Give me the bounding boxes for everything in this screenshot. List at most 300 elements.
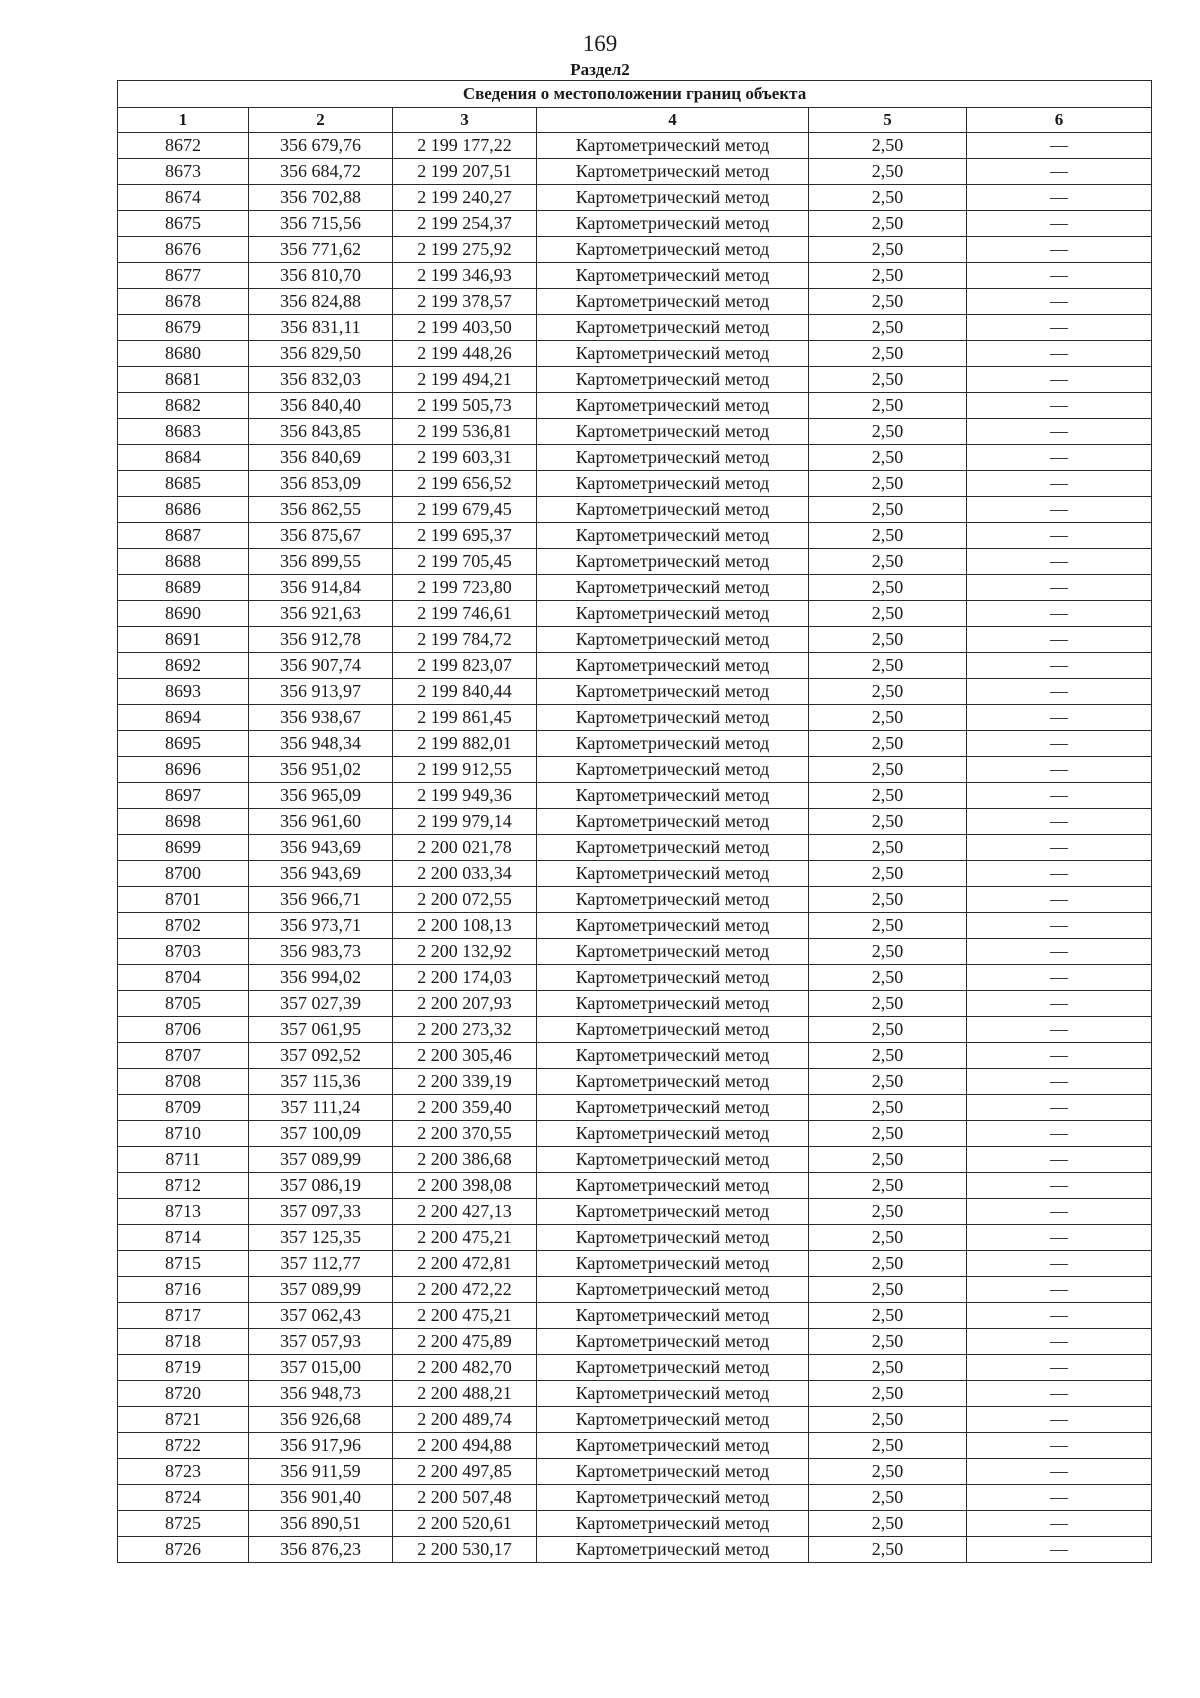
table-row bbox=[118, 419, 1152, 445]
method-cell: Картометрический метод bbox=[537, 1095, 809, 1121]
point-number-cell: 8692 bbox=[118, 653, 249, 679]
coordinate-x-cell: 356 771,62 bbox=[249, 237, 393, 263]
point-number-cell: 8725 bbox=[118, 1511, 249, 1537]
point-number-cell: 8675 bbox=[118, 211, 249, 237]
table-row bbox=[118, 1459, 1152, 1485]
coordinate-y-cell: 2 200 359,40 bbox=[393, 1095, 537, 1121]
coordinate-x-cell: 356 899,55 bbox=[249, 549, 393, 575]
coordinate-y-cell: 2 199 403,50 bbox=[393, 315, 537, 341]
point-number-cell: 8681 bbox=[118, 367, 249, 393]
table-row bbox=[118, 1277, 1152, 1303]
accuracy-cell: 2,50 bbox=[809, 887, 967, 913]
method-cell: Картометрический метод bbox=[537, 679, 809, 705]
coordinate-x-cell: 357 027,39 bbox=[249, 991, 393, 1017]
accuracy-cell: 2,50 bbox=[809, 549, 967, 575]
accuracy-cell: 2,50 bbox=[809, 1121, 967, 1147]
description-cell: — bbox=[967, 731, 1152, 757]
coordinate-y-cell: 2 199 603,31 bbox=[393, 445, 537, 471]
coordinate-x-cell: 356 921,63 bbox=[249, 601, 393, 627]
coordinate-y-cell: 2 199 207,51 bbox=[393, 159, 537, 185]
table-row bbox=[118, 575, 1152, 601]
table-row bbox=[118, 523, 1152, 549]
table-row bbox=[118, 133, 1152, 159]
description-cell: — bbox=[967, 1173, 1152, 1199]
coordinate-x-cell: 357 097,33 bbox=[249, 1199, 393, 1225]
point-number-cell: 8698 bbox=[118, 809, 249, 835]
point-number-cell: 8689 bbox=[118, 575, 249, 601]
description-cell: — bbox=[967, 1511, 1152, 1537]
accuracy-cell: 2,50 bbox=[809, 1381, 967, 1407]
column-header-row bbox=[118, 108, 1152, 133]
coordinate-x-cell: 357 062,43 bbox=[249, 1303, 393, 1329]
accuracy-cell: 2,50 bbox=[809, 1355, 967, 1381]
coordinate-y-cell: 2 199 254,37 bbox=[393, 211, 537, 237]
coordinate-y-cell: 2 200 108,13 bbox=[393, 913, 537, 939]
table-row bbox=[118, 1147, 1152, 1173]
table-row bbox=[118, 1017, 1152, 1043]
accuracy-cell: 2,50 bbox=[809, 1043, 967, 1069]
accuracy-cell: 2,50 bbox=[809, 679, 967, 705]
coordinate-y-cell: 2 200 132,92 bbox=[393, 939, 537, 965]
coordinate-y-cell: 2 200 475,21 bbox=[393, 1225, 537, 1251]
method-cell: Картометрический метод bbox=[537, 185, 809, 211]
method-cell: Картометрический метод bbox=[537, 1199, 809, 1225]
accuracy-cell: 2,50 bbox=[809, 1069, 967, 1095]
method-cell: Картометрический метод bbox=[537, 393, 809, 419]
point-number-cell: 8674 bbox=[118, 185, 249, 211]
table-row bbox=[118, 263, 1152, 289]
coordinate-x-cell: 356 926,68 bbox=[249, 1407, 393, 1433]
point-number-cell: 8694 bbox=[118, 705, 249, 731]
coordinate-y-cell: 2 200 398,08 bbox=[393, 1173, 537, 1199]
column-header: 1 bbox=[118, 108, 249, 133]
coordinate-x-cell: 357 100,09 bbox=[249, 1121, 393, 1147]
description-cell: — bbox=[967, 1225, 1152, 1251]
coordinate-y-cell: 2 200 507,48 bbox=[393, 1485, 537, 1511]
point-number-cell: 8712 bbox=[118, 1173, 249, 1199]
method-cell: Картометрический метод bbox=[537, 445, 809, 471]
table-row bbox=[118, 1043, 1152, 1069]
accuracy-cell: 2,50 bbox=[809, 159, 967, 185]
coordinate-x-cell: 356 948,34 bbox=[249, 731, 393, 757]
method-cell: Картометрический метод bbox=[537, 913, 809, 939]
method-cell: Картометрический метод bbox=[537, 367, 809, 393]
point-number-cell: 8693 bbox=[118, 679, 249, 705]
coordinate-x-cell: 356 840,40 bbox=[249, 393, 393, 419]
table-row bbox=[118, 289, 1152, 315]
description-cell: — bbox=[967, 393, 1152, 419]
point-number-cell: 8721 bbox=[118, 1407, 249, 1433]
description-cell: — bbox=[967, 1537, 1152, 1563]
coordinate-y-cell: 2 199 505,73 bbox=[393, 393, 537, 419]
method-cell: Картометрический метод bbox=[537, 549, 809, 575]
description-cell: — bbox=[967, 1459, 1152, 1485]
point-number-cell: 8716 bbox=[118, 1277, 249, 1303]
description-cell: — bbox=[967, 861, 1152, 887]
accuracy-cell: 2,50 bbox=[809, 705, 967, 731]
description-cell: — bbox=[967, 1199, 1152, 1225]
table-row bbox=[118, 185, 1152, 211]
point-number-cell: 8691 bbox=[118, 627, 249, 653]
accuracy-cell: 2,50 bbox=[809, 497, 967, 523]
point-number-cell: 8683 bbox=[118, 419, 249, 445]
description-cell: — bbox=[967, 263, 1152, 289]
point-number-cell: 8726 bbox=[118, 1537, 249, 1563]
coordinate-x-cell: 356 901,40 bbox=[249, 1485, 393, 1511]
point-number-cell: 8718 bbox=[118, 1329, 249, 1355]
coordinate-x-cell: 356 914,84 bbox=[249, 575, 393, 601]
description-cell: — bbox=[967, 211, 1152, 237]
point-number-cell: 8715 bbox=[118, 1251, 249, 1277]
point-number-cell: 8699 bbox=[118, 835, 249, 861]
method-cell: Картометрический метод bbox=[537, 991, 809, 1017]
table-row bbox=[118, 965, 1152, 991]
accuracy-cell: 2,50 bbox=[809, 419, 967, 445]
coordinate-y-cell: 2 200 305,46 bbox=[393, 1043, 537, 1069]
method-cell: Картометрический метод bbox=[537, 1173, 809, 1199]
point-number-cell: 8705 bbox=[118, 991, 249, 1017]
table-row bbox=[118, 1329, 1152, 1355]
accuracy-cell: 2,50 bbox=[809, 471, 967, 497]
description-cell: — bbox=[967, 1017, 1152, 1043]
point-number-cell: 8690 bbox=[118, 601, 249, 627]
table-row bbox=[118, 471, 1152, 497]
method-cell: Картометрический метод bbox=[537, 835, 809, 861]
method-cell: Картометрический метод bbox=[537, 315, 809, 341]
accuracy-cell: 2,50 bbox=[809, 237, 967, 263]
coordinate-y-cell: 2 199 840,44 bbox=[393, 679, 537, 705]
table-row bbox=[118, 1511, 1152, 1537]
coordinate-x-cell: 356 913,97 bbox=[249, 679, 393, 705]
method-cell: Картометрический метод bbox=[537, 237, 809, 263]
coordinate-x-cell: 356 966,71 bbox=[249, 887, 393, 913]
table-row bbox=[118, 861, 1152, 887]
point-number-cell: 8723 bbox=[118, 1459, 249, 1485]
table-row bbox=[118, 1069, 1152, 1095]
coordinate-y-cell: 2 200 021,78 bbox=[393, 835, 537, 861]
point-number-cell: 8688 bbox=[118, 549, 249, 575]
description-cell: — bbox=[967, 1095, 1152, 1121]
accuracy-cell: 2,50 bbox=[809, 991, 967, 1017]
coordinate-y-cell: 2 199 784,72 bbox=[393, 627, 537, 653]
description-cell: — bbox=[967, 289, 1152, 315]
description-cell: — bbox=[967, 1355, 1152, 1381]
point-number-cell: 8695 bbox=[118, 731, 249, 757]
table-row bbox=[118, 731, 1152, 757]
coordinate-x-cell: 356 862,55 bbox=[249, 497, 393, 523]
coordinate-y-cell: 2 199 177,22 bbox=[393, 133, 537, 159]
description-cell: — bbox=[967, 1381, 1152, 1407]
table-row bbox=[118, 1095, 1152, 1121]
accuracy-cell: 2,50 bbox=[809, 1303, 967, 1329]
method-cell: Картометрический метод bbox=[537, 1355, 809, 1381]
description-cell: — bbox=[967, 1069, 1152, 1095]
coordinate-x-cell: 356 961,60 bbox=[249, 809, 393, 835]
method-cell: Картометрический метод bbox=[537, 861, 809, 887]
point-number-cell: 8720 bbox=[118, 1381, 249, 1407]
description-cell: — bbox=[967, 1251, 1152, 1277]
coordinate-y-cell: 2 200 489,74 bbox=[393, 1407, 537, 1433]
coordinate-y-cell: 2 200 494,88 bbox=[393, 1433, 537, 1459]
method-cell: Картометрический метод bbox=[537, 523, 809, 549]
coordinate-x-cell: 356 831,11 bbox=[249, 315, 393, 341]
coordinate-y-cell: 2 199 695,37 bbox=[393, 523, 537, 549]
accuracy-cell: 2,50 bbox=[809, 211, 967, 237]
coordinate-y-cell: 2 199 746,61 bbox=[393, 601, 537, 627]
table-row bbox=[118, 159, 1152, 185]
description-cell: — bbox=[967, 133, 1152, 159]
point-number-cell: 8684 bbox=[118, 445, 249, 471]
description-cell: — bbox=[967, 1407, 1152, 1433]
method-cell: Картометрический метод bbox=[537, 159, 809, 185]
coordinate-y-cell: 2 199 882,01 bbox=[393, 731, 537, 757]
accuracy-cell: 2,50 bbox=[809, 1485, 967, 1511]
point-number-cell: 8676 bbox=[118, 237, 249, 263]
coordinate-x-cell: 357 115,36 bbox=[249, 1069, 393, 1095]
accuracy-cell: 2,50 bbox=[809, 1199, 967, 1225]
method-cell: Картометрический метод bbox=[537, 341, 809, 367]
table-row bbox=[118, 679, 1152, 705]
point-number-cell: 8708 bbox=[118, 1069, 249, 1095]
table-caption-row bbox=[118, 81, 1152, 108]
coordinate-y-cell: 2 200 339,19 bbox=[393, 1069, 537, 1095]
point-number-cell: 8714 bbox=[118, 1225, 249, 1251]
coordinate-x-cell: 356 912,78 bbox=[249, 627, 393, 653]
coordinate-y-cell: 2 200 472,22 bbox=[393, 1277, 537, 1303]
table-row bbox=[118, 1303, 1152, 1329]
coordinate-x-cell: 357 015,00 bbox=[249, 1355, 393, 1381]
point-number-cell: 8706 bbox=[118, 1017, 249, 1043]
method-cell: Картометрический метод bbox=[537, 1017, 809, 1043]
description-cell: — bbox=[967, 757, 1152, 783]
coordinate-x-cell: 356 702,88 bbox=[249, 185, 393, 211]
table-row bbox=[118, 1381, 1152, 1407]
accuracy-cell: 2,50 bbox=[809, 1407, 967, 1433]
accuracy-cell: 2,50 bbox=[809, 575, 967, 601]
coordinate-y-cell: 2 199 723,80 bbox=[393, 575, 537, 601]
method-cell: Картометрический метод bbox=[537, 211, 809, 237]
coordinate-y-cell: 2 199 536,81 bbox=[393, 419, 537, 445]
accuracy-cell: 2,50 bbox=[809, 1173, 967, 1199]
point-number-cell: 8709 bbox=[118, 1095, 249, 1121]
method-cell: Картометрический метод bbox=[537, 1069, 809, 1095]
point-number-cell: 8679 bbox=[118, 315, 249, 341]
table-row bbox=[118, 601, 1152, 627]
method-cell: Картометрический метод bbox=[537, 1459, 809, 1485]
method-cell: Картометрический метод bbox=[537, 575, 809, 601]
description-cell: — bbox=[967, 835, 1152, 861]
point-number-cell: 8677 bbox=[118, 263, 249, 289]
accuracy-cell: 2,50 bbox=[809, 1277, 967, 1303]
coordinate-y-cell: 2 200 497,85 bbox=[393, 1459, 537, 1485]
accuracy-cell: 2,50 bbox=[809, 627, 967, 653]
description-cell: — bbox=[967, 601, 1152, 627]
point-number-cell: 8697 bbox=[118, 783, 249, 809]
coordinate-x-cell: 356 810,70 bbox=[249, 263, 393, 289]
table-row bbox=[118, 783, 1152, 809]
method-cell: Картометрический метод bbox=[537, 1225, 809, 1251]
table-row bbox=[118, 627, 1152, 653]
table-row bbox=[118, 341, 1152, 367]
point-number-cell: 8686 bbox=[118, 497, 249, 523]
method-cell: Картометрический метод bbox=[537, 1537, 809, 1563]
coordinate-x-cell: 357 061,95 bbox=[249, 1017, 393, 1043]
table-row bbox=[118, 1251, 1152, 1277]
coordinate-x-cell: 356 853,09 bbox=[249, 471, 393, 497]
table-row bbox=[118, 991, 1152, 1017]
description-cell: — bbox=[967, 185, 1152, 211]
table-row bbox=[118, 939, 1152, 965]
point-number-cell: 8713 bbox=[118, 1199, 249, 1225]
coordinate-x-cell: 357 111,24 bbox=[249, 1095, 393, 1121]
accuracy-cell: 2,50 bbox=[809, 783, 967, 809]
description-cell: — bbox=[967, 627, 1152, 653]
table-row bbox=[118, 237, 1152, 263]
description-cell: — bbox=[967, 1433, 1152, 1459]
coordinate-x-cell: 357 086,19 bbox=[249, 1173, 393, 1199]
method-cell: Картометрический метод bbox=[537, 783, 809, 809]
description-cell: — bbox=[967, 341, 1152, 367]
coordinate-y-cell: 2 200 174,03 bbox=[393, 965, 537, 991]
point-number-cell: 8701 bbox=[118, 887, 249, 913]
coordinate-x-cell: 356 965,09 bbox=[249, 783, 393, 809]
method-cell: Картометрический метод bbox=[537, 1407, 809, 1433]
coordinate-y-cell: 2 200 472,81 bbox=[393, 1251, 537, 1277]
description-cell: — bbox=[967, 1147, 1152, 1173]
table-row bbox=[118, 367, 1152, 393]
point-number-cell: 8722 bbox=[118, 1433, 249, 1459]
method-cell: Картометрический метод bbox=[537, 627, 809, 653]
description-cell: — bbox=[967, 653, 1152, 679]
column-header: 5 bbox=[809, 108, 967, 133]
coordinate-y-cell: 2 199 346,93 bbox=[393, 263, 537, 289]
description-cell: — bbox=[967, 809, 1152, 835]
accuracy-cell: 2,50 bbox=[809, 757, 967, 783]
description-cell: — bbox=[967, 913, 1152, 939]
method-cell: Картометрический метод bbox=[537, 1485, 809, 1511]
coordinate-y-cell: 2 199 949,36 bbox=[393, 783, 537, 809]
accuracy-cell: 2,50 bbox=[809, 523, 967, 549]
accuracy-cell: 2,50 bbox=[809, 133, 967, 159]
coordinate-y-cell: 2 199 912,55 bbox=[393, 757, 537, 783]
method-cell: Картометрический метод bbox=[537, 1251, 809, 1277]
accuracy-cell: 2,50 bbox=[809, 731, 967, 757]
point-number-cell: 8707 bbox=[118, 1043, 249, 1069]
point-number-cell: 8685 bbox=[118, 471, 249, 497]
coordinate-y-cell: 2 200 386,68 bbox=[393, 1147, 537, 1173]
point-number-cell: 8702 bbox=[118, 913, 249, 939]
table-row bbox=[118, 705, 1152, 731]
accuracy-cell: 2,50 bbox=[809, 1095, 967, 1121]
accuracy-cell: 2,50 bbox=[809, 1329, 967, 1355]
coordinate-x-cell: 356 684,72 bbox=[249, 159, 393, 185]
method-cell: Картометрический метод bbox=[537, 263, 809, 289]
column-header: 3 bbox=[393, 108, 537, 133]
method-cell: Картометрический метод bbox=[537, 653, 809, 679]
table-row bbox=[118, 1485, 1152, 1511]
coordinate-x-cell: 356 876,23 bbox=[249, 1537, 393, 1563]
description-cell: — bbox=[967, 1485, 1152, 1511]
point-number-cell: 8703 bbox=[118, 939, 249, 965]
coordinate-x-cell: 357 092,52 bbox=[249, 1043, 393, 1069]
coordinate-x-cell: 356 832,03 bbox=[249, 367, 393, 393]
point-number-cell: 8724 bbox=[118, 1485, 249, 1511]
method-cell: Картометрический метод bbox=[537, 289, 809, 315]
table-row bbox=[118, 1173, 1152, 1199]
accuracy-cell: 2,50 bbox=[809, 185, 967, 211]
coordinate-y-cell: 2 199 861,45 bbox=[393, 705, 537, 731]
coordinate-y-cell: 2 199 656,52 bbox=[393, 471, 537, 497]
coordinate-x-cell: 356 875,67 bbox=[249, 523, 393, 549]
column-header: 4 bbox=[537, 108, 809, 133]
point-number-cell: 8717 bbox=[118, 1303, 249, 1329]
description-cell: — bbox=[967, 783, 1152, 809]
point-number-cell: 8719 bbox=[118, 1355, 249, 1381]
coordinate-x-cell: 357 089,99 bbox=[249, 1277, 393, 1303]
accuracy-cell: 2,50 bbox=[809, 1225, 967, 1251]
coordinate-x-cell: 356 824,88 bbox=[249, 289, 393, 315]
accuracy-cell: 2,50 bbox=[809, 289, 967, 315]
coordinate-y-cell: 2 200 482,70 bbox=[393, 1355, 537, 1381]
coordinate-x-cell: 357 089,99 bbox=[249, 1147, 393, 1173]
description-cell: — bbox=[967, 497, 1152, 523]
accuracy-cell: 2,50 bbox=[809, 1147, 967, 1173]
point-number-cell: 8678 bbox=[118, 289, 249, 315]
accuracy-cell: 2,50 bbox=[809, 263, 967, 289]
accuracy-cell: 2,50 bbox=[809, 1251, 967, 1277]
point-number-cell: 8672 bbox=[118, 133, 249, 159]
table-row bbox=[118, 315, 1152, 341]
method-cell: Картометрический метод bbox=[537, 1381, 809, 1407]
coordinate-y-cell: 2 200 475,21 bbox=[393, 1303, 537, 1329]
point-number-cell: 8682 bbox=[118, 393, 249, 419]
accuracy-cell: 2,50 bbox=[809, 835, 967, 861]
description-cell: — bbox=[967, 1043, 1152, 1069]
accuracy-cell: 2,50 bbox=[809, 341, 967, 367]
coordinate-x-cell: 356 911,59 bbox=[249, 1459, 393, 1485]
accuracy-cell: 2,50 bbox=[809, 393, 967, 419]
method-cell: Картометрический метод bbox=[537, 1433, 809, 1459]
point-number-cell: 8700 bbox=[118, 861, 249, 887]
coordinate-y-cell: 2 199 378,57 bbox=[393, 289, 537, 315]
accuracy-cell: 2,50 bbox=[809, 1017, 967, 1043]
accuracy-cell: 2,50 bbox=[809, 1433, 967, 1459]
method-cell: Картометрический метод bbox=[537, 497, 809, 523]
accuracy-cell: 2,50 bbox=[809, 367, 967, 393]
table-body bbox=[118, 133, 1152, 1563]
coordinate-y-cell: 2 199 705,45 bbox=[393, 549, 537, 575]
description-cell: — bbox=[967, 445, 1152, 471]
coordinate-y-cell: 2 199 823,07 bbox=[393, 653, 537, 679]
description-cell: — bbox=[967, 575, 1152, 601]
coordinate-y-cell: 2 199 240,27 bbox=[393, 185, 537, 211]
accuracy-cell: 2,50 bbox=[809, 445, 967, 471]
table-row bbox=[118, 1199, 1152, 1225]
accuracy-cell: 2,50 bbox=[809, 965, 967, 991]
method-cell: Картометрический метод bbox=[537, 601, 809, 627]
accuracy-cell: 2,50 bbox=[809, 653, 967, 679]
column-header: 6 bbox=[967, 108, 1152, 133]
description-cell: — bbox=[967, 471, 1152, 497]
coordinate-y-cell: 2 200 273,32 bbox=[393, 1017, 537, 1043]
point-number-cell: 8687 bbox=[118, 523, 249, 549]
table-row bbox=[118, 809, 1152, 835]
table-row bbox=[118, 887, 1152, 913]
point-number-cell: 8696 bbox=[118, 757, 249, 783]
coordinate-x-cell: 357 125,35 bbox=[249, 1225, 393, 1251]
accuracy-cell: 2,50 bbox=[809, 1537, 967, 1563]
accuracy-cell: 2,50 bbox=[809, 939, 967, 965]
